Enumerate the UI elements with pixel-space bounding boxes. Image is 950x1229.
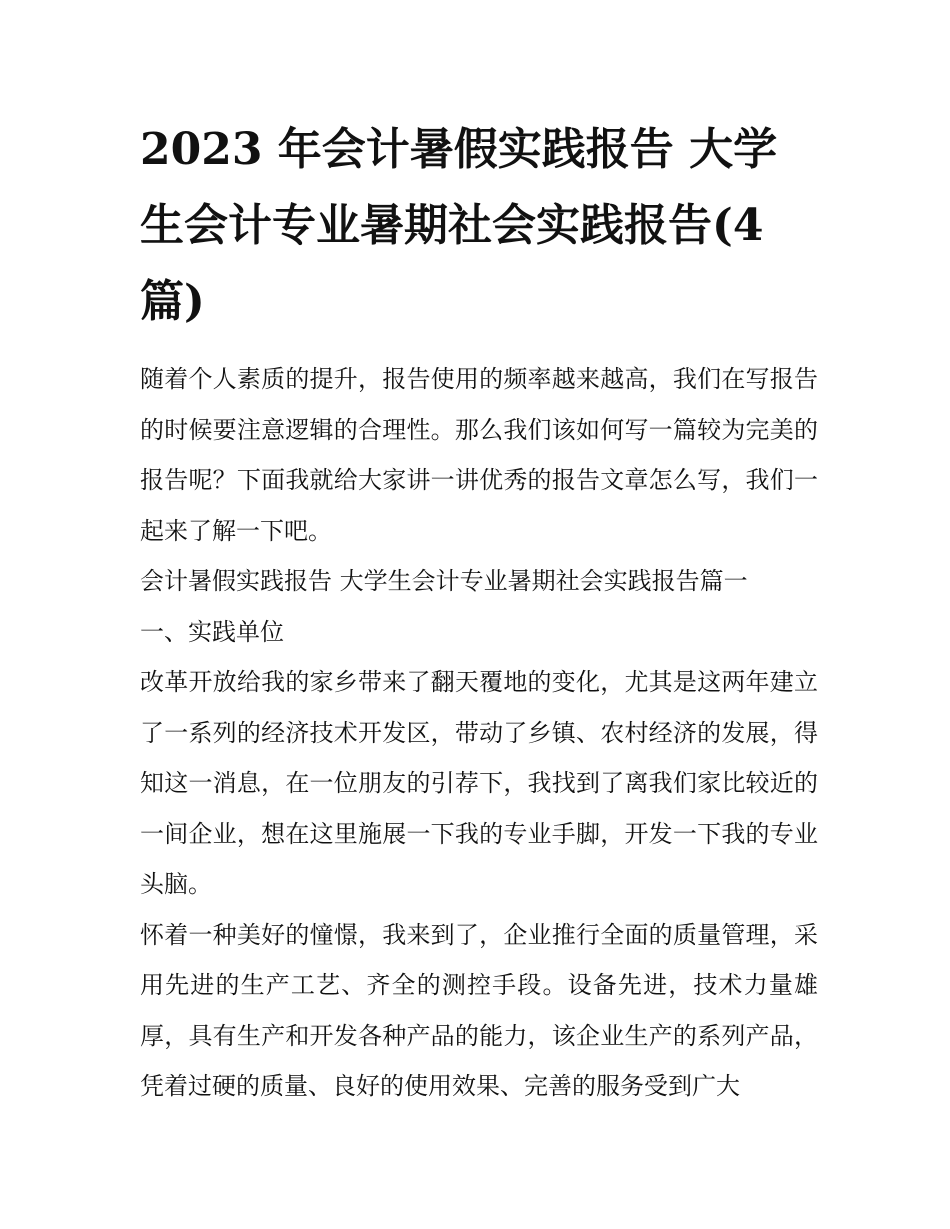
body-paragraph: 改革开放给我的家乡带来了翻天覆地的变化，尤其是这两年建立了一系列的经济技术开发区，带动了乡镇、农村经济的发展，得知这一消息，在一位朋友的引荐下，我找到了离我们家比较近的一间企业，想在这里施展一下我的专业手脚，开发一下我的专业头脑。 bbox=[140, 668, 818, 898]
intro-paragraph: 随着个人素质的提升，报告使用的频率越来越高，我们在写报告的时候要注意逻辑的合理性。那么我们该如何写一篇较为完美的报告呢？下面我就给大家讲一讲优秀的报告文章怎么写，我们一起来了解一下吧。 bbox=[140, 365, 818, 545]
body-paragraph: 怀着一种美好的憧憬，我来到了，企业推行全面的质量管理，采用先进的生产工艺、齐全的测控手段。设备先进，技术力量雄厚，具有生产和开发各种产品的能力，该企业生产的系列产品，凭着过硬的质量、良好的使用效果、完善的服务受到广大 bbox=[140, 920, 818, 1100]
section-heading: 会计暑假实践报告 大学生会计专业暑期社会实践报告篇一 bbox=[140, 567, 748, 595]
subsection-heading: 一、实践单位 bbox=[140, 617, 284, 646]
document-title: 2023 年会计暑假实践报告 大学生会计专业暑期社会实践报告(4 篇) bbox=[140, 124, 778, 327]
document-body bbox=[140, 354, 818, 1112]
